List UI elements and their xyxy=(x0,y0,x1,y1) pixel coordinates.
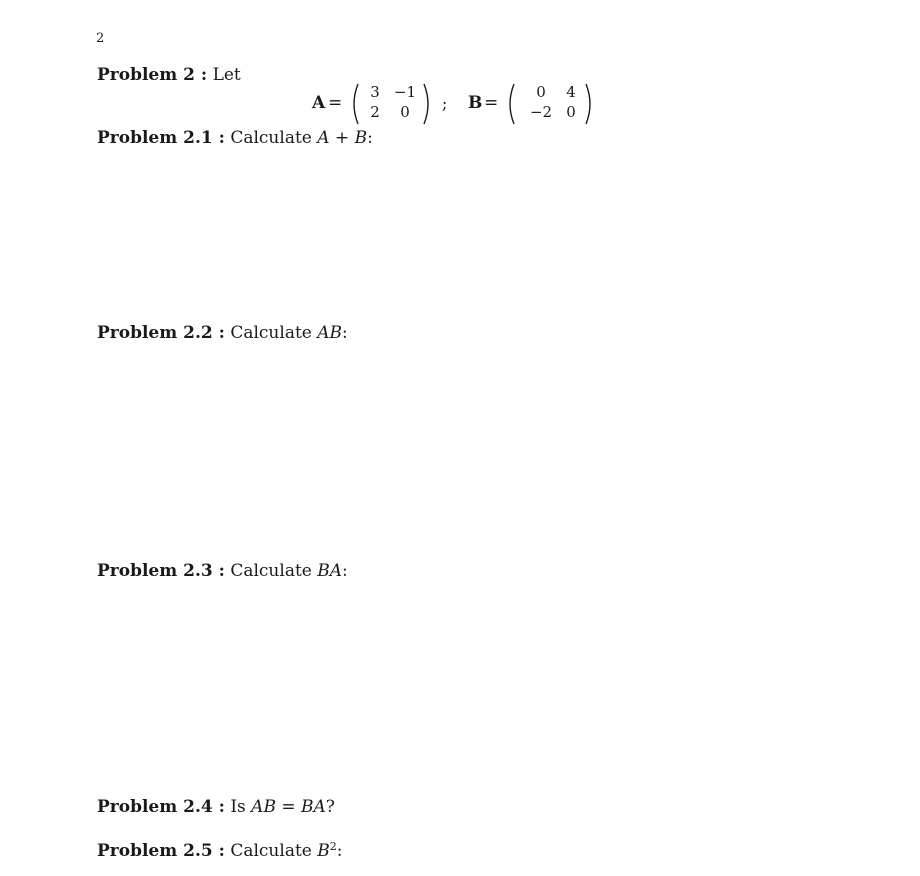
problem-label: Problem 2 : xyxy=(97,65,208,85)
problem-text: Calculate xyxy=(230,323,318,343)
problem-label: Problem 2.3 : xyxy=(97,561,225,581)
matrix-b-cell: 4 xyxy=(566,83,576,101)
problem-2-5 xyxy=(97,841,342,861)
left-paren-icon xyxy=(504,82,516,126)
problem-punctuation: : xyxy=(342,561,348,581)
problem-label: Problem 2.4 : xyxy=(97,797,225,817)
matrix-b-cell: 0 xyxy=(536,83,546,101)
problem-punctuation: : xyxy=(367,128,373,148)
math-expression: A + B xyxy=(317,128,368,148)
problem-text: Let xyxy=(212,65,241,85)
math-expression: B xyxy=(317,841,330,861)
math-expression: BA xyxy=(317,561,343,581)
problem-text: Calculate xyxy=(230,841,318,861)
problem-label: Problem 2.5 : xyxy=(97,841,225,861)
math-expression: AB = BA xyxy=(251,797,326,817)
problem-punctuation: : xyxy=(336,841,343,861)
matrix-a-cell: −1 xyxy=(393,83,417,101)
problem-2-statement xyxy=(97,65,241,85)
matrix-separator: ; xyxy=(442,94,448,113)
right-paren-icon xyxy=(584,82,596,126)
problem-label: Problem 2.2 : xyxy=(97,323,225,343)
math-expression: AB xyxy=(317,323,343,343)
matrix-b-cell: 0 xyxy=(566,103,576,121)
matrix-a-equals: = xyxy=(328,93,343,113)
problem-text: Calculate xyxy=(230,128,318,148)
matrix-a-cell: 2 xyxy=(370,103,380,121)
right-paren-icon xyxy=(422,82,434,126)
exponent: 2 xyxy=(329,840,337,853)
matrix-a-name: A xyxy=(312,93,326,113)
problem-2-1 xyxy=(97,128,373,148)
page-number: 2 xyxy=(96,31,105,46)
problem-label: Problem 2.1 : xyxy=(97,128,225,148)
matrix-b-name: B xyxy=(468,93,483,113)
matrix-b-cell: −2 xyxy=(529,103,553,121)
problem-2-3 xyxy=(97,561,348,581)
problem-2-4 xyxy=(97,797,335,817)
problem-text: Is xyxy=(230,797,252,817)
left-paren-icon xyxy=(348,82,360,126)
problem-text: Calculate xyxy=(230,561,318,581)
matrix-definitions xyxy=(312,82,612,126)
matrix-a-cell: 3 xyxy=(370,83,380,101)
problem-2-2 xyxy=(97,323,348,343)
problem-punctuation: ? xyxy=(325,797,335,817)
problem-punctuation: : xyxy=(342,323,348,343)
matrix-a-cell: 0 xyxy=(400,103,410,121)
matrix-b-equals: = xyxy=(484,93,499,113)
